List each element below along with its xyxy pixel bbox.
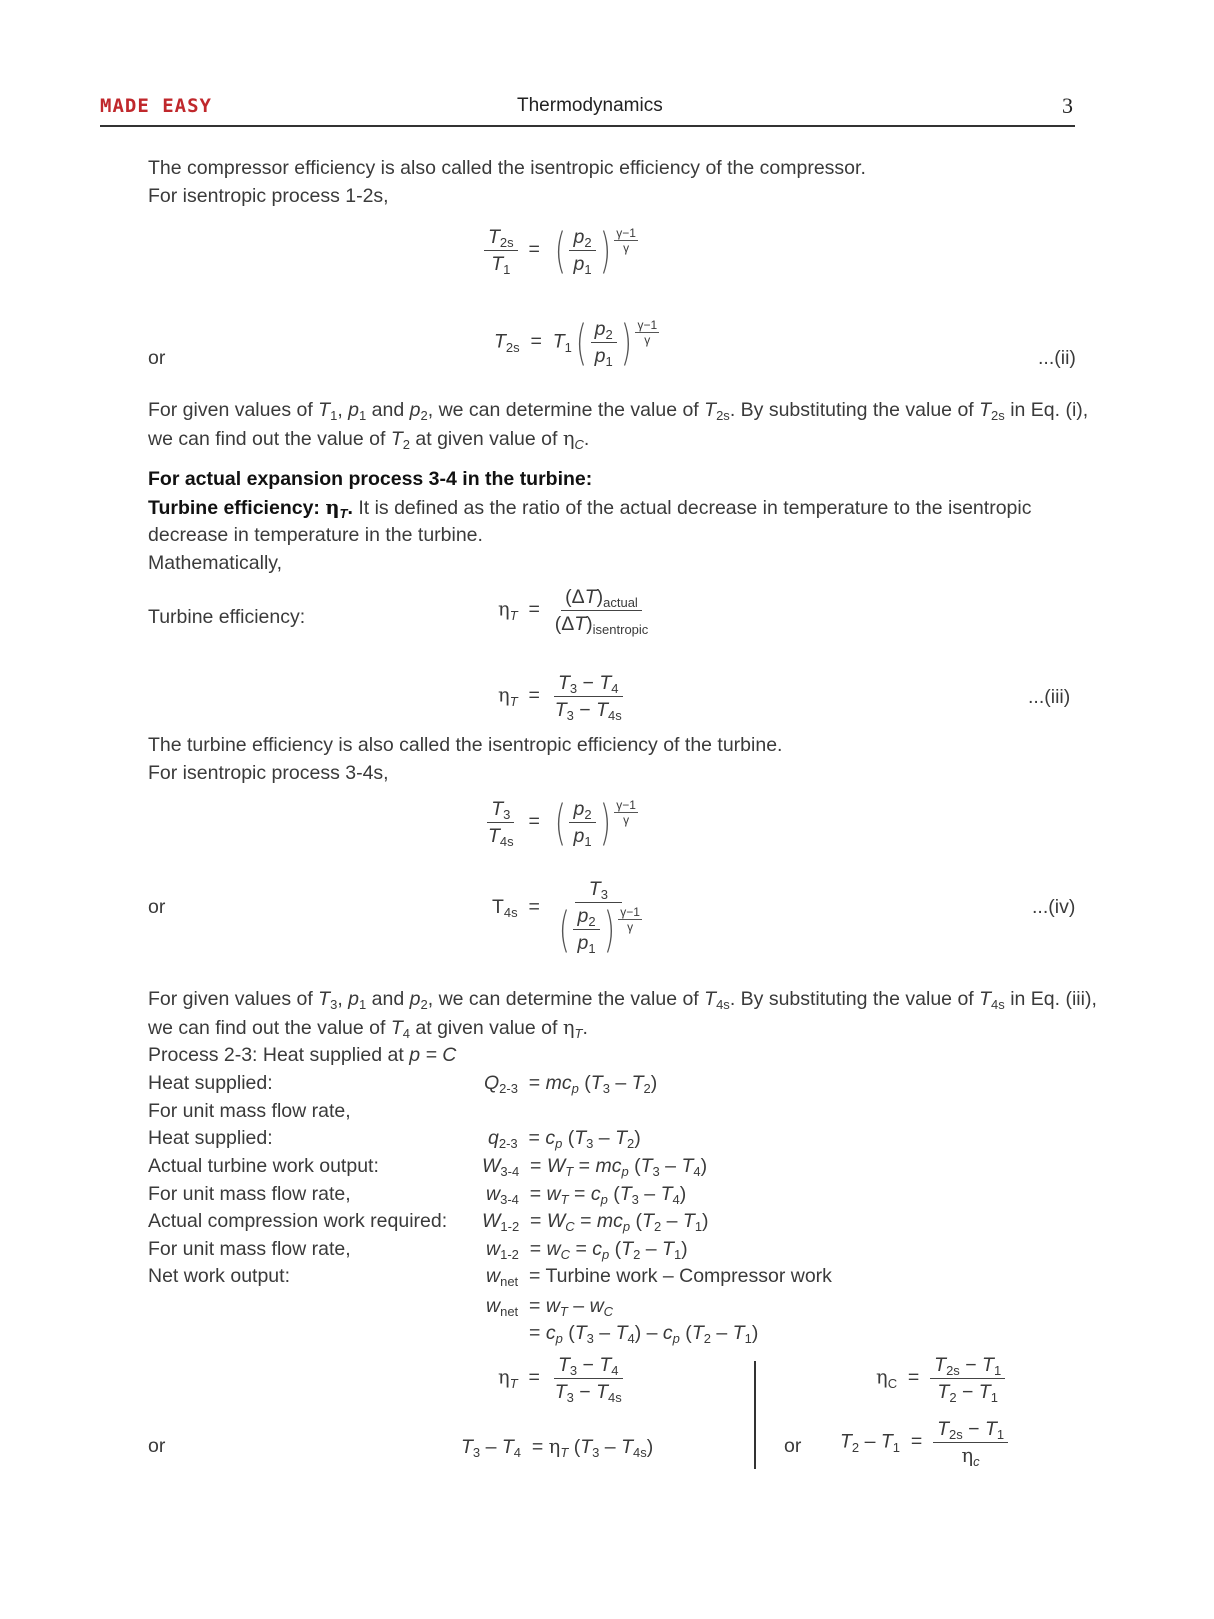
equation-q23: $Q_{2-3} = mc_p$ $(T_3 - T_2)$ bbox=[484, 1072, 658, 1096]
or-label: or bbox=[148, 1435, 166, 1457]
row-label-turbine-work: Actual turbine work output: bbox=[148, 1155, 379, 1177]
brand-logo: MADE EASY bbox=[100, 95, 212, 117]
paragraph-given-values-t2s: For given values of $T_1$, $p_1$ and $p_2$, we can determine the value of $T_{2s}$. By substituting the value of $T_{2s}$ in Eq. (i), bbox=[148, 399, 1089, 423]
paragraph-given-values-t4s: For given values of $T_3$, $p_1$ and $p_2$, we can determine the value of $T_{4s}$. By substituting the value of $T_{4s}$ in Eq. (iii), bbox=[148, 988, 1097, 1012]
equation-wnet-symbolic: $w_{net} = w_T - w_C$ bbox=[486, 1295, 614, 1319]
turbine-efficiency-row-label: Turbine efficiency: bbox=[148, 606, 306, 628]
equation-w34: $W_{3-4} = W_T = mc_p$ $(T_3 - T_4)$ bbox=[482, 1155, 708, 1179]
equation-t3-ratio: $\frac{T_3}{T_{4s}}$ = ( $\frac{p_2}{p_1}$ ) $\frac{\gamma-1}{\gamma}$ bbox=[488, 794, 636, 851]
equation-turbine-efficiency-temps: $\eta_T$ = $\frac{T_3 - T_4}{T_3 - T_{4s}}$ bbox=[498, 672, 622, 723]
equation-t3-minus-t4: $T_3 - T_4 = \eta_T$ $(T_3 - T_{4s})$ bbox=[461, 1435, 654, 1460]
paragraph-compressor-efficiency: The compressor efficiency is also called the isentropic efficiency of the compressor. bbox=[148, 157, 866, 179]
process-2-3-heading: Process 2-3: Heat supplied at p = C bbox=[148, 1044, 457, 1066]
equation-wnet-text: $w_{net}$ = Turbine work – Compressor work bbox=[486, 1265, 832, 1289]
equation-w12-unit: $w_{1-2} = w_C = c_p$ $(T_2 - T_1)$ bbox=[486, 1238, 688, 1262]
row-label-heat-supplied: Heat supplied: bbox=[148, 1072, 273, 1094]
equation-number-iv: ...(iv) bbox=[1032, 896, 1076, 918]
equation-t2-minus-t1: $T_2 - T_1$ = $\frac{T_{2s} - T_1}{\eta_c}$ bbox=[840, 1418, 1008, 1467]
mathematically-label: Mathematically, bbox=[148, 552, 283, 574]
equation-compressor-efficiency: $\eta_C$ = $\frac{T_{2s} - T_1}{T_2 - T_1}$ bbox=[876, 1354, 1005, 1403]
equation-number-iii: ...(iii) bbox=[1028, 686, 1071, 708]
running-header-title: Thermodynamics bbox=[517, 95, 663, 116]
equation-t4s: $T_{4s}$ = $T_3$ ( $\frac{p_2}{p_1}$ ) $\frac{\gamma-1}{\gamma}$ bbox=[492, 878, 640, 958]
equation-w12: $W_{1-2} = W_C = mc_p$ $(T_2 - T_1)$ bbox=[482, 1210, 709, 1234]
turbine-efficiency-definition: Turbine efficiency: $\eta_T$. It is defined as the ratio of the actual decrease in temperature to the isentropic bbox=[148, 496, 1032, 521]
or-label: or bbox=[148, 896, 166, 918]
equation-t2s: $T_{2s} = T_1$( $\frac{p_2}{p_1}$ ) $\frac{\gamma-1}{\gamma}$ bbox=[494, 314, 658, 371]
paragraph-find-t2: we can find out the value of $T_2$ at given value of $\eta_C$. bbox=[148, 427, 590, 452]
equation-wnet-expanded: = $c_p$ $(T_3 - T_4) - c_p$ $(T_2 - T_1)$ bbox=[529, 1322, 759, 1346]
row-label-unit-mass-compressor: For unit mass flow rate, bbox=[148, 1238, 351, 1260]
equation-q23-unit: $q_{2-3} = c_p$ $(T_3 - T_2)$ bbox=[488, 1127, 641, 1151]
equation-t2s-ratio: $\frac{T_{2s}}{T_1}$ = ( $\frac{p_2}{p_1}$ ) $\frac{\gamma-1}{\gamma}$ bbox=[484, 226, 638, 275]
column-divider bbox=[754, 1361, 756, 1469]
row-label-unit-mass-turbine: For unit mass flow rate, bbox=[148, 1183, 351, 1205]
row-label-compression-work: Actual compression work required: bbox=[148, 1210, 448, 1232]
equation-turbine-efficiency-repeat: $\eta_T$ = $\frac{T_3 - T_4}{T_3 - T_{4s}}$ bbox=[498, 1354, 622, 1405]
row-label-heat-supplied-unit: Heat supplied: bbox=[148, 1127, 273, 1149]
row-label-net-work: Net work output: bbox=[148, 1265, 290, 1287]
row-label-unit-mass: For unit mass flow rate, bbox=[148, 1100, 351, 1122]
turbine-efficiency-definition-cont: decrease in temperature in the turbine. bbox=[148, 524, 483, 546]
paragraph-turbine-isentropic: The turbine efficiency is also called the isentropic efficiency of the turbine. bbox=[148, 734, 783, 756]
paragraph-isentropic-3-4s: For isentropic process 3-4s, bbox=[148, 762, 389, 784]
or-label: or bbox=[148, 347, 166, 369]
section-heading-turbine: For actual expansion process 3-4 in the turbine: bbox=[148, 468, 593, 490]
page-number: 3 bbox=[1062, 93, 1073, 118]
equation-number-ii: ...(ii) bbox=[1038, 347, 1076, 369]
paragraph-find-t4: we can find out the value of $T_4$ at given value of $\eta_T$. bbox=[148, 1016, 588, 1041]
or-label: or bbox=[784, 1435, 802, 1457]
equation-turbine-efficiency-delta: $\eta_T$ = $\frac{(\Delta T)_{actual}}{(\Delta T)_{isentropic}}$ bbox=[498, 586, 649, 637]
equation-w34-unit: $w_{3-4} = w_T = c_p$ $(T_3 - T_4)$ bbox=[486, 1183, 687, 1207]
paragraph-isentropic-1-2s: For isentropic process 1-2s, bbox=[148, 185, 389, 207]
header-rule bbox=[100, 125, 1075, 127]
